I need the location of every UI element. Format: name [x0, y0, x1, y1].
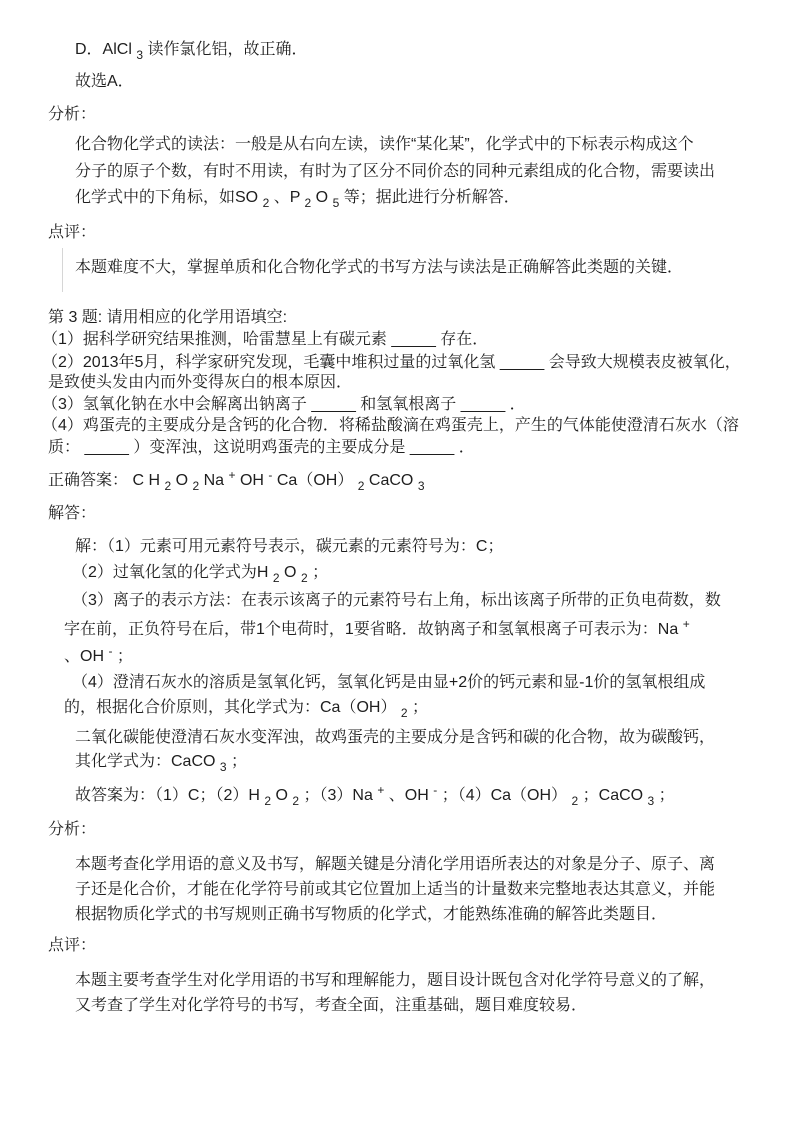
q2-comment-label: 点评：: [48, 224, 97, 241]
q3-analysis-line: 子还是化合价，才能在化学符号前或其它位置加上适当的计量数来完整地表达其意义，并能: [75, 881, 716, 898]
q3-final-answer: [75, 783, 675, 808]
subscript: 2: [400, 706, 408, 720]
q3-question-line: 是致使头发由内而外变得灰白的根本原因．: [48, 374, 353, 391]
q3-question-line: （2）2013年5月，科学家研究发现，毛囊中堆积过量的过氧化氢 _____ 会导致大规模表皮被氧化，: [42, 354, 741, 371]
superscript: -: [433, 783, 438, 797]
q3-analysis-line: 本题考查化学用语的意义及书写，解题关键是分清化学用语所表达的对象是分子、原子、离: [75, 856, 716, 873]
superscript: -: [268, 468, 273, 482]
q2-analysis-line: 分子的原子个数，有时不用读，有时为了区分不同价态的同种元素组成的化合物，需要读出: [75, 163, 716, 180]
q3-question-line: （3）氢氧化钠在水中会解离出钠离子 _____ 和氢氧根离子 _____ ．: [42, 396, 526, 413]
text-segment: 、OH: [384, 787, 434, 804]
text-segment: Na: [199, 472, 229, 489]
text-segment: ；: [407, 699, 429, 716]
q3-comment-line: 又考查了学生对化学符号的书写，考查全面，注重基础，题目难度较易．: [75, 997, 588, 1014]
text-segment: 故答案为：（1）C；（2）H: [75, 787, 265, 804]
q2-comment: 本题难度不大，掌握单质和化合物化学式的书写方法与读法是正确解答此类题的关键．: [75, 259, 684, 276]
q3-solution-label: 解答：: [48, 505, 97, 522]
subscript: 3: [647, 794, 655, 808]
text-segment: 等；据此进行分析解答．: [339, 189, 520, 206]
q3-comment-label: 点评：: [48, 937, 97, 954]
text-segment: O: [171, 472, 193, 489]
q2-analysis-label: 分析：: [48, 106, 97, 123]
text-segment: 的，根据化合价原则，其化学式为：Ca（OH）: [64, 699, 401, 716]
q3-comment-line: 本题主要考查学生对化学用语的书写和理解能力，题目设计既包含对化学符号意义的了解，: [75, 972, 716, 989]
subscript: 2: [571, 794, 579, 808]
q3-question-line: （1）据科学研究结果推测，哈雷慧星上有碳元素 _____ 存在．: [42, 331, 489, 348]
text-segment: 、OH: [64, 648, 109, 665]
text-segment: CaCO: [364, 472, 418, 489]
text-segment: ；（3）Na: [299, 787, 378, 804]
q2-conclusion: 故选A．: [75, 73, 134, 90]
text-segment: 正确答案： C H: [48, 472, 165, 489]
subscript: 2: [262, 196, 270, 210]
subscript: 2: [304, 196, 312, 210]
q3-solution-line: [64, 644, 133, 667]
text-segment: O: [311, 189, 333, 206]
q3-question-line: 质： _____ ）变浑浊，这说明鸡蛋壳的主要成分是 _____ ．: [48, 439, 475, 456]
q2-option-d: [75, 40, 307, 60]
q3-solution-line: （4）澄清石灰水的溶质是氢氧化钙，氢氧化钙是由显+2价的钙元素和显-1价的氢氧根组成: [72, 674, 706, 691]
subscript: 2: [192, 479, 200, 493]
q3-solution-line: 解：（1）元素可用元素符号表示，碳元素的元素符号为：C；: [75, 538, 504, 555]
q3-question-line: （4）鸡蛋壳的主要成分是含钙的化合物．将稀盐酸滴在鸡蛋壳上，产生的气体能使澄清石灰水（溶: [42, 417, 739, 434]
q3-analysis-line: 根据物质化学式的书写规则正确书写物质的化学式，才能熟练准确的解答此类题目．: [75, 906, 668, 923]
superscript: +: [228, 468, 236, 482]
text-segment: 读作氯化铝，故正确．: [143, 41, 308, 58]
q3-analysis-label: 分析：: [48, 821, 97, 838]
q3-solution-line: [75, 752, 247, 772]
subscript: 3: [417, 479, 425, 493]
text-segment: D．AlCl: [75, 41, 137, 58]
superscript: -: [108, 644, 113, 658]
superscript: +: [682, 617, 690, 631]
text-segment: ；CaCO: [578, 787, 648, 804]
text-segment: 字在前，正负符号在后，带1个电荷时，1要省略．故钠离子和氢氧根离子可表示为：Na: [64, 621, 683, 638]
q3-solution-line: [72, 563, 328, 583]
subscript: 2: [164, 479, 172, 493]
text-segment: ；（4）Ca（OH）: [437, 787, 572, 804]
subscript: 2: [300, 571, 308, 585]
subscript: 2: [272, 571, 280, 585]
text-segment: ；: [112, 648, 133, 665]
comment-box-border: [62, 248, 63, 292]
subscript: 2: [292, 794, 300, 808]
q3-solution-line: [64, 698, 428, 718]
subscript: 2: [264, 794, 272, 808]
text-segment: O: [271, 787, 293, 804]
superscript: +: [377, 783, 385, 797]
text-segment: 其化学式为：CaCO: [75, 753, 220, 770]
q2-analysis-line: 化合物化学式的读法：一般是从右向左读，读作“某化某”，化学式中的下标表示构成这个: [75, 136, 694, 153]
text-segment: 、P: [269, 189, 305, 206]
subscript: 2: [357, 479, 365, 493]
text-segment: （2）过氧化氢的化学式为H: [72, 564, 273, 581]
q3-correct-answer: [48, 468, 425, 493]
subscript: 5: [332, 196, 340, 210]
text-segment: ；: [654, 787, 675, 804]
text-segment: OH: [235, 472, 269, 489]
subscript: 3: [219, 760, 227, 774]
q3-solution-line: （3）离子的表示方法：在表示该离子的元素符号右上角，标出该离子所带的正负电荷数，数: [72, 592, 721, 609]
q3-solution-line: 二氧化碳能使澄清石灰水变浑浊，故鸡蛋壳的主要成分是含钙和碳的化合物，故为碳酸钙，: [75, 729, 716, 746]
text-segment: O: [279, 564, 301, 581]
subscript: 3: [136, 48, 144, 62]
q2-analysis-line: [75, 188, 520, 208]
q3-solution-line: [64, 617, 690, 640]
text-segment: ；: [226, 753, 248, 770]
q3-title: 第 3 题: 请用相应的化学用语填空:: [48, 309, 288, 326]
text-segment: Ca（OH）: [272, 472, 358, 489]
text-segment: 化学式中的下角标，如SO: [75, 189, 263, 206]
text-segment: ；: [307, 564, 329, 581]
